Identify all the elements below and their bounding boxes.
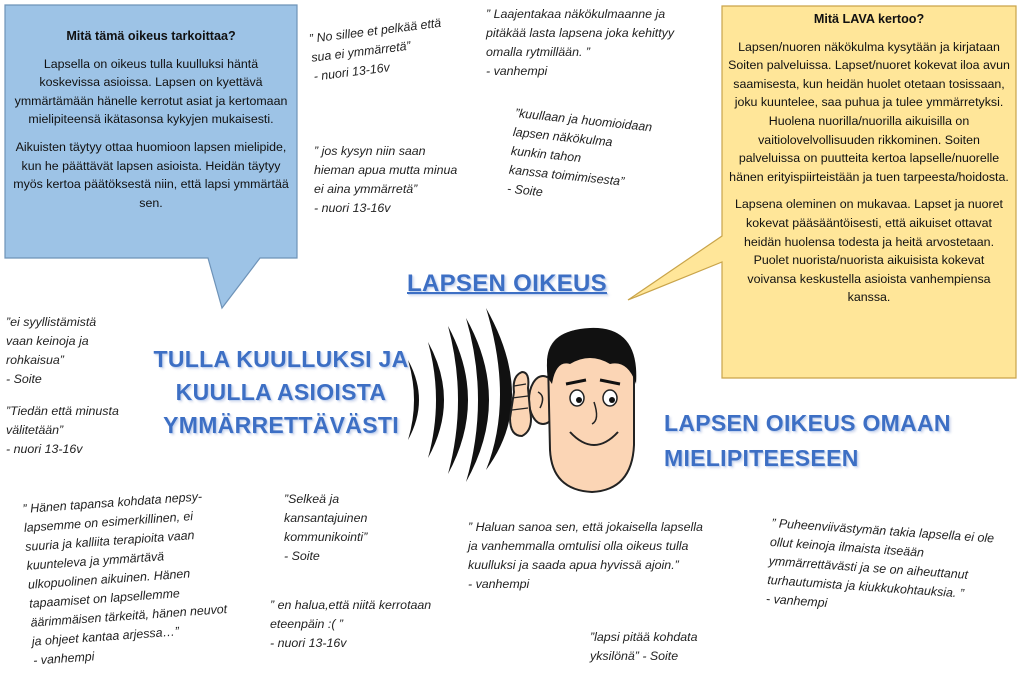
right-headline-line: MIELIPITEESEEN bbox=[664, 445, 859, 471]
quote-text: ” Hänen tapansa kohdata nepsy- lapsemme on esimerkillinen, ei suuria ja kalliita terapioita vaan kuunteleva ja ymmärtävä ulkopuolinen aikuinen. Hänen tapaamiset on lapsellemme äärimmäisen tärkeitä, hänen neuvot ja ohjeet kantaa arjessa…” - vanhempi bbox=[22, 489, 228, 668]
quote-text: ” Puheenviivästymän takia lapsella ei ole ollut keinoja ilmaista itseään ymmärrettävästi ja se on aiheuttanut turhautumista ja kiukkukohtauksia. ” - vanhempi bbox=[765, 515, 995, 611]
left-box-paragraph: Aikuisten täytyy ottaa huomioon lapsen mielipide, kun he päättävät lapsen asioista. Heidän täytyy myös kertoa päätöksestä niin, että lapsi ymmärtää sen. bbox=[13, 139, 289, 210]
left-headline-line: YMMÄRRETTÄVÄSTI bbox=[163, 412, 399, 438]
right-box-paragraph: Lapsena oleminen on mukavaa. Lapset ja nuoret kokevat pääsääntöisesti, että aikuiset ottavat heidän huolensa todesta ja heitä arvostetaan. Puolet nuorista/nuorista aikuisista kokevat voivansa keskustella asioista vanhempiensa kanssa. bbox=[735, 197, 1003, 305]
quote-text: ” No sillee et pelkää että sua ei ymmärretä” - nuori 13-16v bbox=[308, 15, 442, 84]
quote-text: ”kuullaan ja huomioidaan lapsen näkökulma kunkin tahon kanssa toimimisesta” - Soite bbox=[506, 105, 653, 200]
right-headline-line: LAPSEN OIKEUS OMAAN bbox=[664, 410, 951, 436]
left-box-title: Mitä tämä oikeus tarkoittaa? bbox=[66, 29, 236, 43]
left-box-paragraph: Lapsella on oikeus tulla kuulluksi häntä koskevissa asioissa. Lapsen on kyettävä ymmärtämään hänelle kerrotut asiat ja kertomaan mielipiteensä ikätasonsa kykyjen mukaisesti. bbox=[14, 56, 288, 127]
left-headline-line: TULLA KUULLUKSI JA bbox=[153, 346, 409, 372]
center-headline: LAPSEN OIKEUS bbox=[407, 270, 607, 297]
quote-text: ”ei syyllistämistä vaan keinoja ja rohkaisua” - Soite bbox=[6, 315, 97, 386]
quote-text: ” Laajentakaa näkökulmaanne ja pitäkää lasta lapsena joka kehittyy omalla rytmillään. ” - vanhempi bbox=[486, 7, 675, 78]
quote-text: ”Selkeä ja kansantajuinen kommunikointi” - Soite bbox=[284, 492, 368, 563]
right-box-title: Mitä LAVA kertoo? bbox=[813, 12, 925, 26]
quote-text: ”Tiedän että minusta välitetään” - nuori 13-16v bbox=[6, 404, 119, 456]
quote-text: ” en halua,että niitä kerrotaan eteenpäin :( ” - nuori 13-16v bbox=[270, 598, 432, 650]
quote-text: ” Haluan sanoa sen, että jokaisella lapsella ja vanhemmalla omtulisi olla oikeus tulla kuulluksi ja saada apua hyvissä ajoin.” - vanhempi bbox=[468, 520, 703, 591]
quote-text: ”lapsi pitää kohdata yksilönä” - Soite bbox=[590, 630, 698, 663]
quote-text: ” jos kysyn niin saan hieman apua mutta minua ei aina ymmärretä” - nuori 13-16v bbox=[314, 144, 458, 215]
left-headline-line: KUULLA ASIOISTA bbox=[175, 379, 387, 405]
right-box-paragraph: Lapsen/nuoren näkökulma kysytään ja kirjataan Soiten palveluissa. Lapset/nuoret kokevat iloa avun saamisesta, kun heidän huolet otetaan tosissaan, joku kuuntelee, saa puhua ja tulee ymmärretyksi. Huolena nuorilla/nuorilla aikuisilla on vaitiolovelvollisuuden rikkominen. Soiten palveluissa on puutteita kertoa lapselle/nuorelle hänen erityispiirteistään ja tuen tarpeesta/hoidosta. bbox=[728, 39, 1010, 184]
